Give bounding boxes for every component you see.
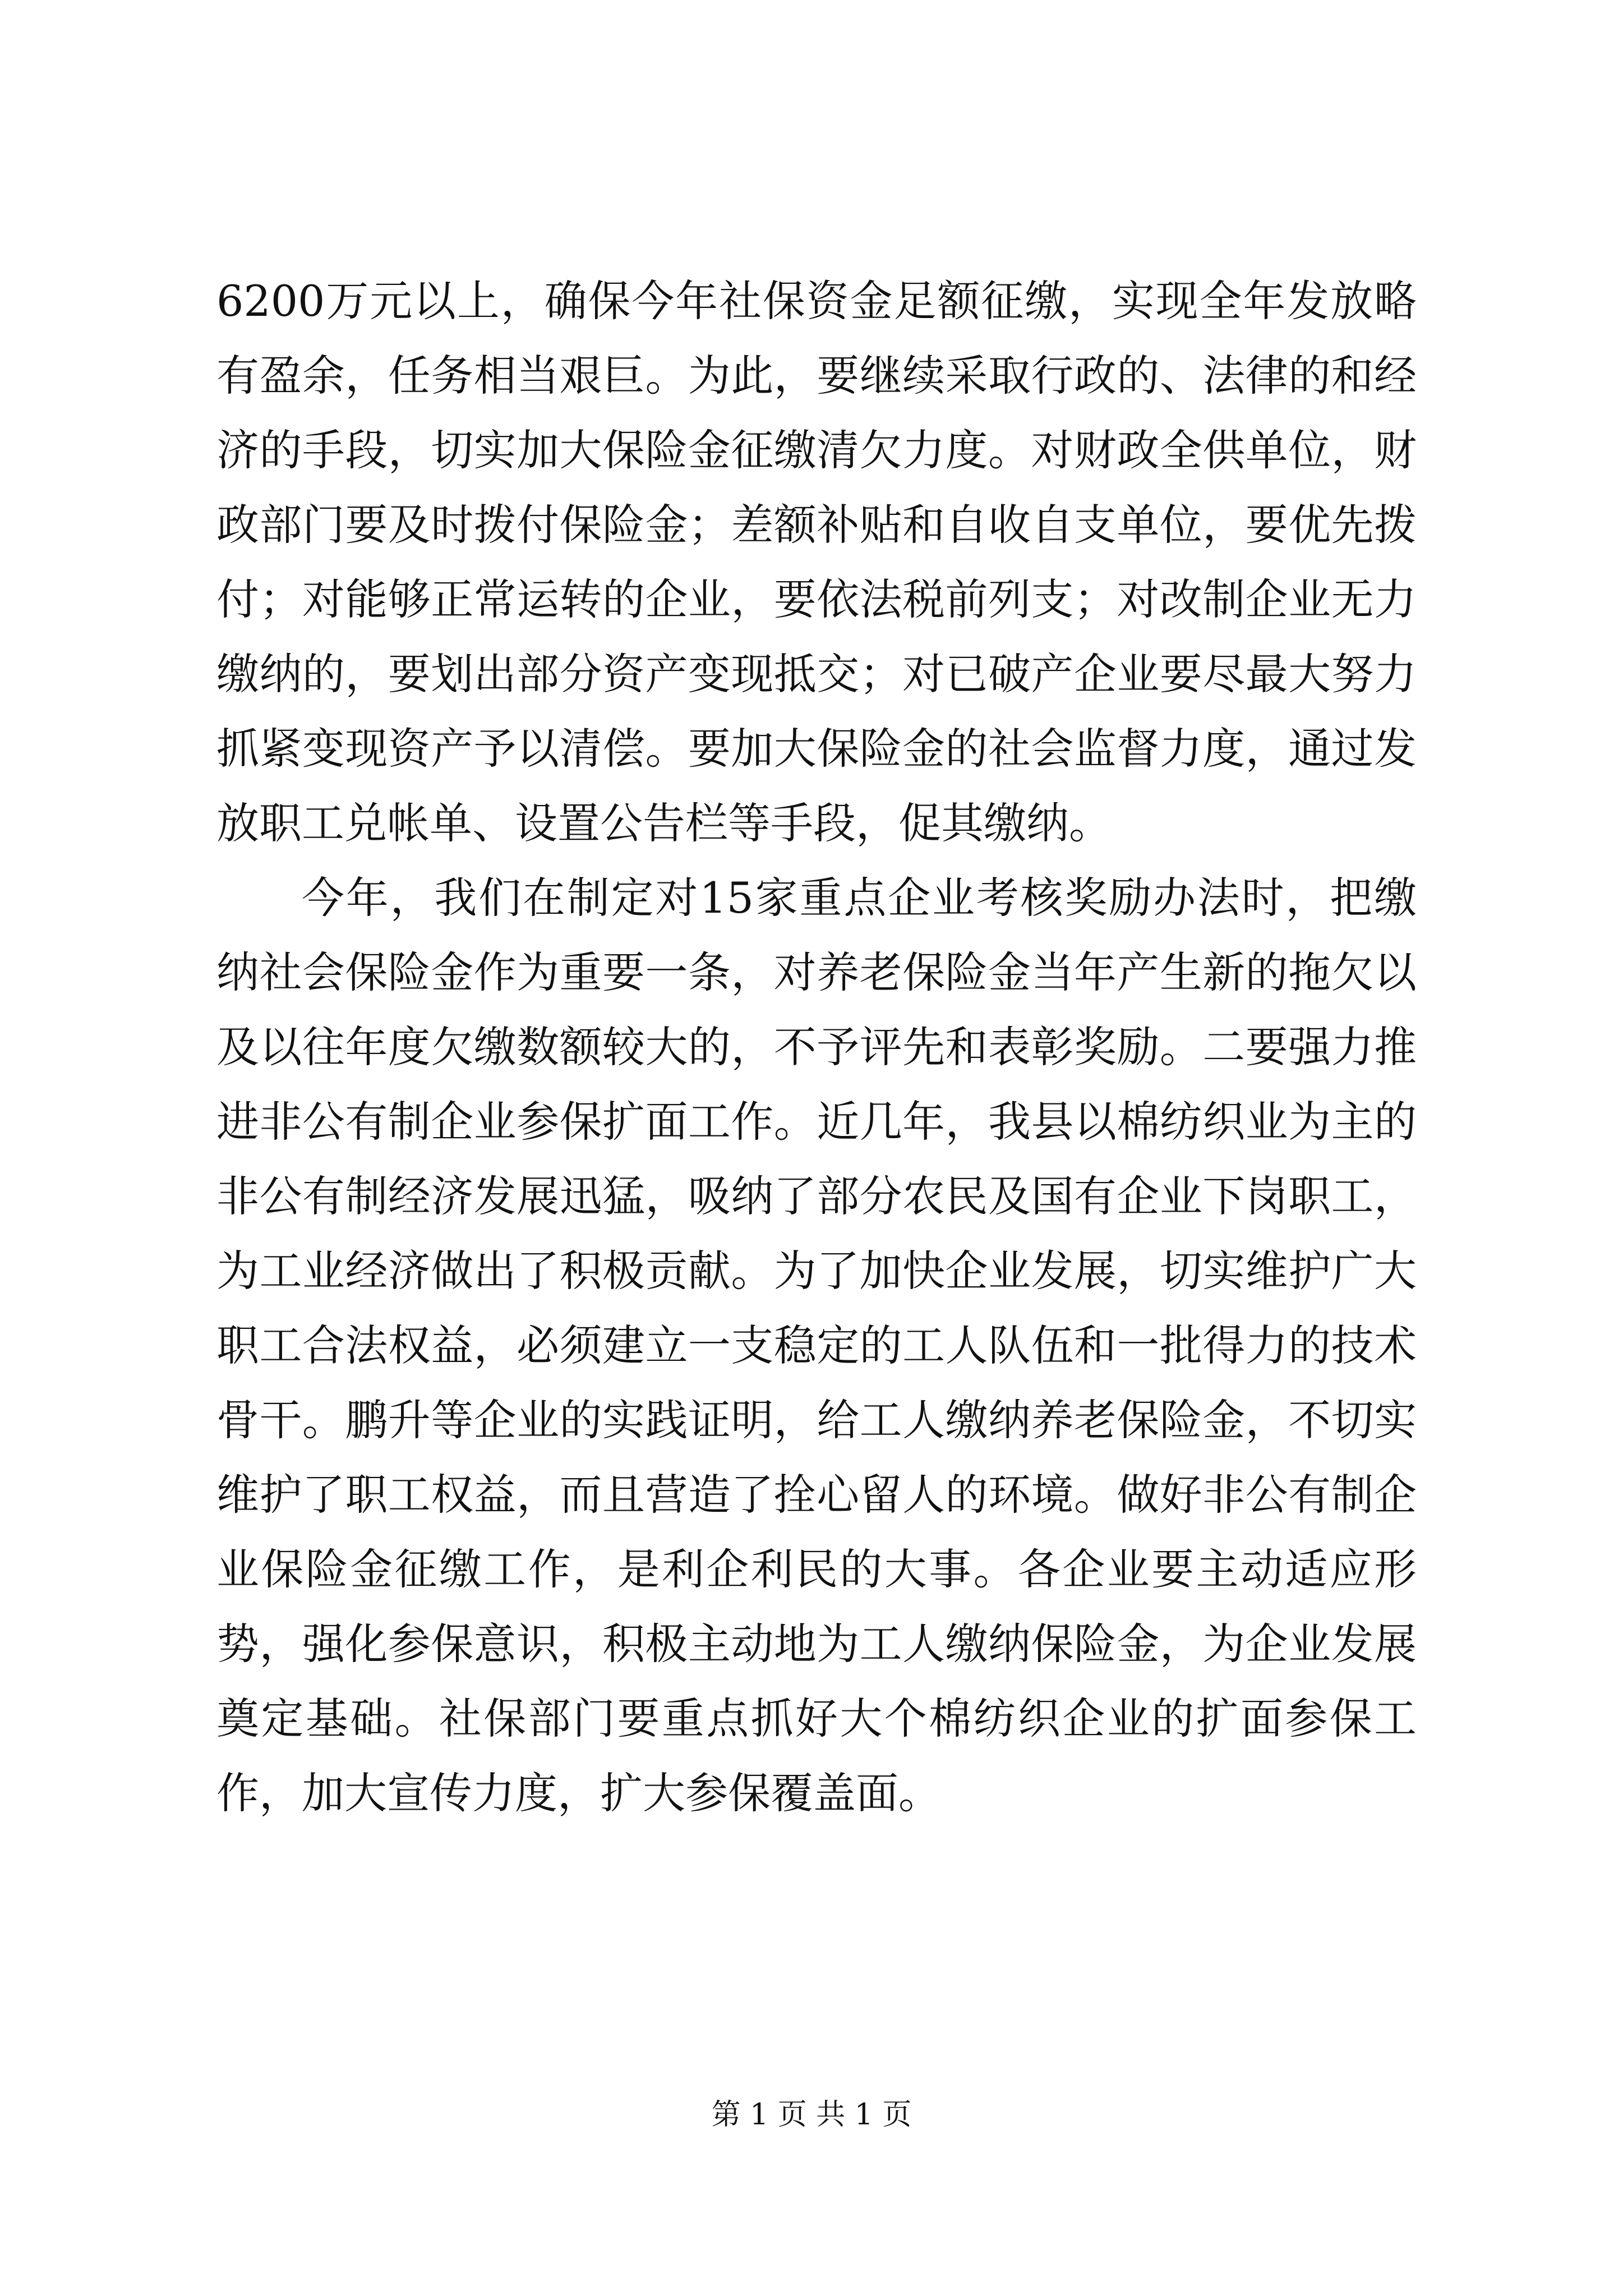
- document-body: [216, 264, 1417, 1830]
- paragraph-continuation: 6200万元以上，确保今年社保资金足额征缴，实现全年发放略有盈余，任务相当艰巨。为此，要继续采取行政的、法律的和经济的手段，切实加大保险金征缴清欠力度。对财政全供单位，财政部门要及时拨付保险金；差额补贴和自收自支单位，要优先拨付；对能够正常运转的企业，要依法税前列支；对改制企业无力缴纳的，要划出部分资产变现抵交；对已破产企业要尽最大努力抓紧变现资产予以清偿。要加大保险金的社会监督力度，通过发放职工兑帐单、设置公告栏等手段，促其缴纳。: [216, 276, 1417, 848]
- paragraph-enterprise-insurance: 今年，我们在制定对15家重点企业考核奖励办法时，把缴纳社会保险金作为重要一条，对养老保险金当年产生新的拖欠以及以往年度欠缴数额较大的，不予评先和表彰奖励。二要强力推进非公有制企业参保扩面工作。近几年，我县以棉纺织业为主的非公有制经济发展迅猛，吸纳了部分农民及国有企业下岗职工，为工业经济做出了积极贡献。为了加快企业发展，切实维护广大职工合法权益，必须建立一支稳定的工人队伍和一批得力的技术骨干。鹏升等企业的实践证明，给工人缴纳养老保险金，不切实维护了职工权益，而且营造了拴心留人的环境。做好非公有制企业保险金征缴工作，是利企利民的大事。各企业要主动适应形势，强化参保意识，积极主动地为工人缴纳保险金，为企业发展奠定基础。社保部门要重点抓好大个棉纺织企业的扩面参保工作，加大宣传力度，扩大参保覆盖面。: [216, 873, 1417, 1818]
- page-footer: 第 1 页 共 1 页: [711, 2098, 912, 2132]
